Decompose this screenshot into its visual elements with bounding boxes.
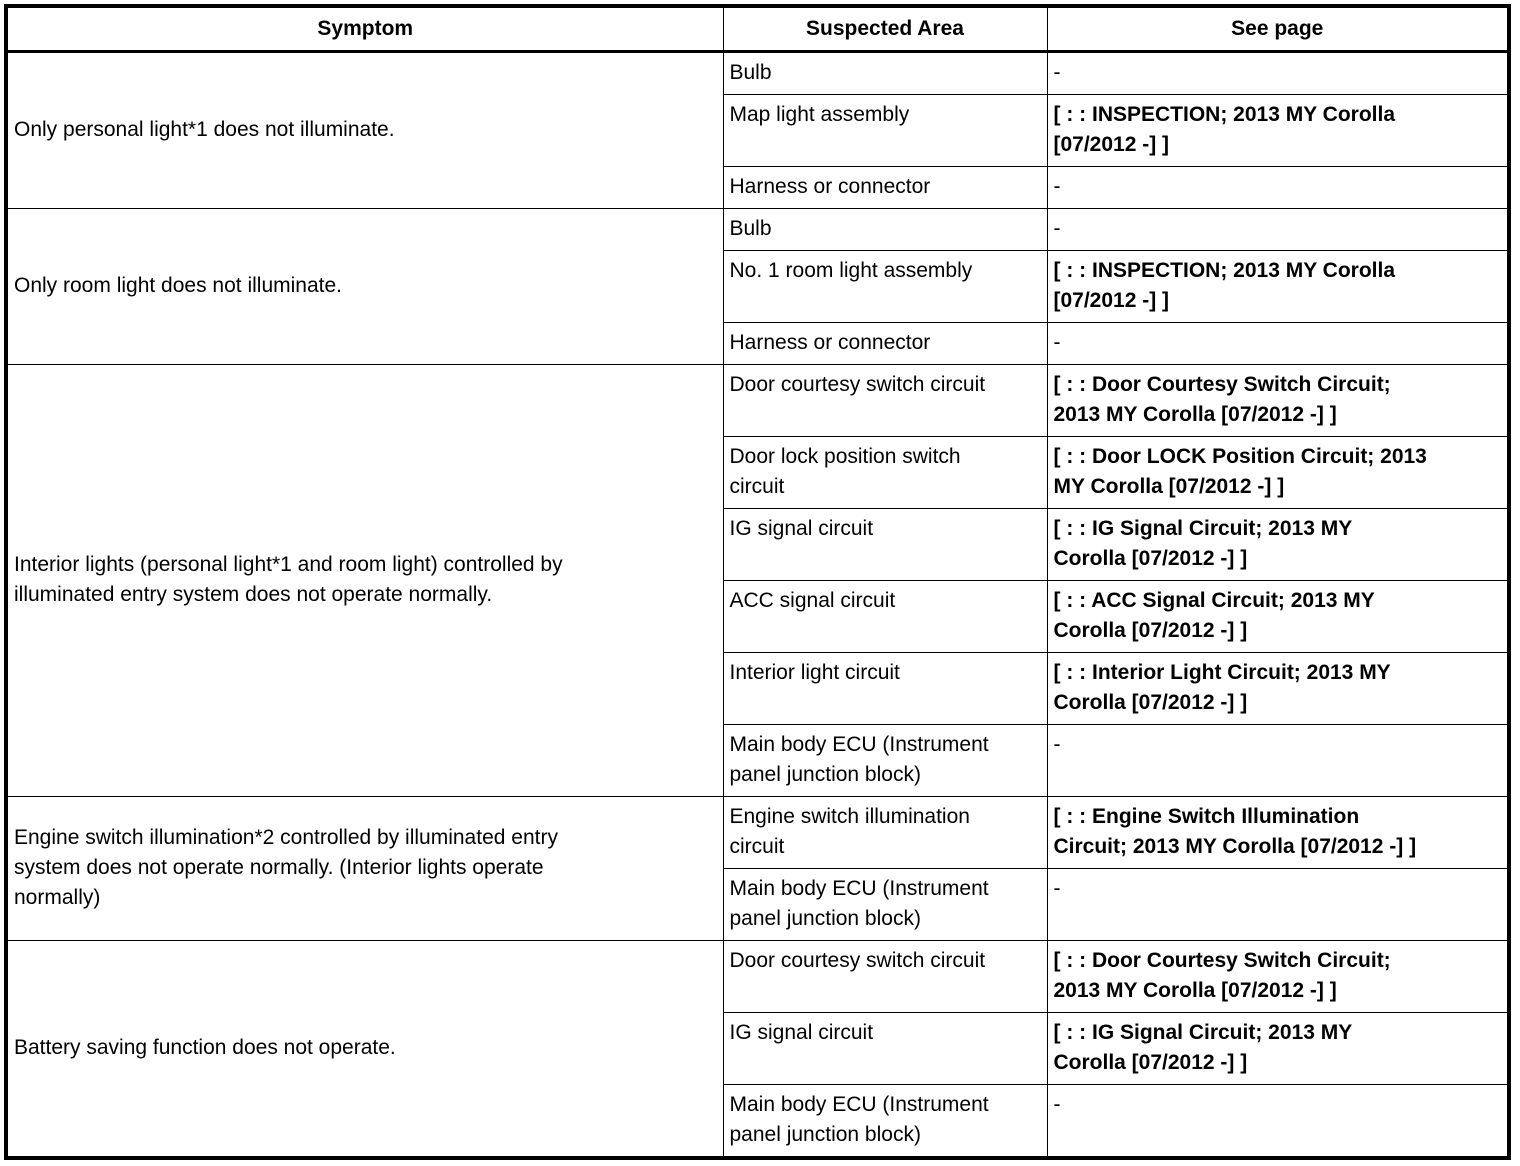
see-page-cell: - <box>1047 1085 1509 1159</box>
symptom-cell: Engine switch illumination*2 controlled by illuminated entry system does not operate normally. (Interior lights operate normally) <box>6 797 723 941</box>
suspected-area-cell: IG signal circuit <box>723 509 1047 581</box>
see-page-cell: - <box>1047 869 1509 941</box>
header-see-page: See page <box>1047 6 1509 52</box>
suspected-area-cell: Interior light circuit <box>723 653 1047 725</box>
suspected-area-cell: Harness or connector <box>723 323 1047 365</box>
see-page-link[interactable]: [ : : INSPECTION; 2013 MY Corolla [07/2012 -] ] <box>1047 251 1509 323</box>
header-row <box>6 6 1509 52</box>
symptom-cell: Only room light does not illuminate. <box>6 209 723 365</box>
symptom-table <box>4 4 1511 1160</box>
see-page-cell: - <box>1047 209 1509 251</box>
table-row <box>6 209 1509 251</box>
suspected-area-cell: Door courtesy switch circuit <box>723 941 1047 1013</box>
table-row <box>6 941 1509 1013</box>
see-page-cell: - <box>1047 52 1509 95</box>
see-page-link[interactable]: [ : : ACC Signal Circuit; 2013 MY Corolla [07/2012 -] ] <box>1047 581 1509 653</box>
suspected-area-cell: Door courtesy switch circuit <box>723 365 1047 437</box>
see-page-cell: - <box>1047 323 1509 365</box>
header-symptom: Symptom <box>6 6 723 52</box>
see-page-link[interactable]: [ : : INSPECTION; 2013 MY Corolla [07/2012 -] ] <box>1047 95 1509 167</box>
see-page-link[interactable]: [ : : Engine Switch Illumination Circuit; 2013 MY Corolla [07/2012 -] ] <box>1047 797 1509 869</box>
suspected-area-cell: Bulb <box>723 52 1047 95</box>
see-page-link[interactable]: [ : : IG Signal Circuit; 2013 MY Corolla [07/2012 -] ] <box>1047 509 1509 581</box>
symptom-cell: Interior lights (personal light*1 and room light) controlled by illuminated entry system does not operate normally. <box>6 365 723 797</box>
see-page-cell: - <box>1047 167 1509 209</box>
table-row <box>6 52 1509 95</box>
suspected-area-cell: Harness or connector <box>723 167 1047 209</box>
see-page-link[interactable]: [ : : IG Signal Circuit; 2013 MY Corolla [07/2012 -] ] <box>1047 1013 1509 1085</box>
suspected-area-cell: Door lock position switch circuit <box>723 437 1047 509</box>
suspected-area-cell: Engine switch illumination circuit <box>723 797 1047 869</box>
see-page-link[interactable]: [ : : Door Courtesy Switch Circuit; 2013 MY Corolla [07/2012 -] ] <box>1047 941 1509 1013</box>
see-page-cell: - <box>1047 725 1509 797</box>
suspected-area-cell: Map light assembly <box>723 95 1047 167</box>
suspected-area-cell: Main body ECU (Instrument panel junction block) <box>723 1085 1047 1159</box>
suspected-area-cell: Main body ECU (Instrument panel junction block) <box>723 869 1047 941</box>
header-suspected-area: Suspected Area <box>723 6 1047 52</box>
suspected-area-cell: Main body ECU (Instrument panel junction block) <box>723 725 1047 797</box>
table-row <box>6 797 1509 869</box>
table-row <box>6 365 1509 437</box>
see-page-link[interactable]: [ : : Door Courtesy Switch Circuit; 2013 MY Corolla [07/2012 -] ] <box>1047 365 1509 437</box>
symptom-cell: Battery saving function does not operate. <box>6 941 723 1159</box>
suspected-area-cell: IG signal circuit <box>723 1013 1047 1085</box>
suspected-area-cell: ACC signal circuit <box>723 581 1047 653</box>
suspected-area-cell: No. 1 room light assembly <box>723 251 1047 323</box>
see-page-link[interactable]: [ : : Interior Light Circuit; 2013 MY Corolla [07/2012 -] ] <box>1047 653 1509 725</box>
suspected-area-cell: Bulb <box>723 209 1047 251</box>
symptom-cell: Only personal light*1 does not illuminate. <box>6 52 723 209</box>
see-page-link[interactable]: [ : : Door LOCK Position Circuit; 2013 MY Corolla [07/2012 -] ] <box>1047 437 1509 509</box>
